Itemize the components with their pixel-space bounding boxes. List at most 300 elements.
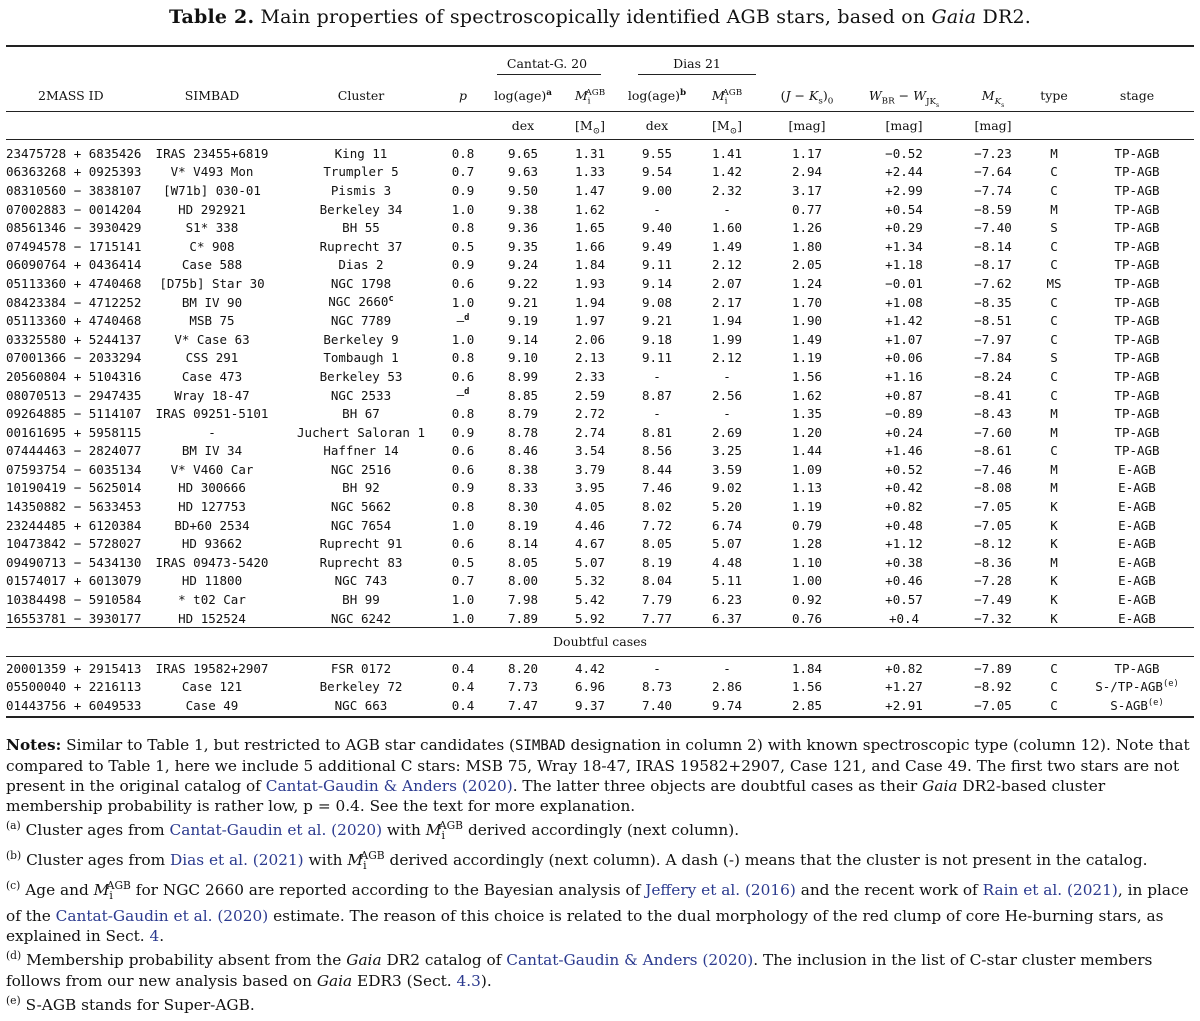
col-w-cell: +0.82 xyxy=(885,660,923,676)
col-dias-age-cell: 7.77 xyxy=(641,610,673,626)
col-w-cell: +1.18 xyxy=(885,257,923,273)
col-w-cell: +1.08 xyxy=(885,294,923,310)
col-dias-mass-cell: - xyxy=(723,406,731,422)
col-dias-mass-cell: 2.07 xyxy=(711,275,743,291)
col-cg-mass-cell: 9.37 xyxy=(574,697,606,713)
col-dias-age-cell: 8.56 xyxy=(641,443,673,459)
col-w-cell: +0.54 xyxy=(885,201,923,217)
col-cg-age-cell: 9.50 xyxy=(507,182,539,198)
note-a-text1: Cluster ages from xyxy=(25,821,165,840)
col-mks-cell: −7.84 xyxy=(974,350,1012,366)
col-p-cell: 0.9 xyxy=(451,257,475,273)
col-mks-cell: −8.43 xyxy=(974,406,1012,422)
col-cg-mass-cell: 1.31 xyxy=(574,145,606,161)
col-mks-cell: −7.32 xyxy=(974,610,1012,626)
col-cg-mass-cell: 1.97 xyxy=(574,313,606,329)
col-mks-cell: −7.60 xyxy=(974,424,1012,440)
col-cg-mass-cell: 2.59 xyxy=(574,387,606,403)
col-jks-cell: 1.56 xyxy=(791,368,823,384)
col-p-cell: 1.0 xyxy=(451,201,475,217)
col-simbad-cell: CSS 291 xyxy=(185,350,239,366)
ref-link-cg2020[interactable]: Cantat-Gaudin et al. (2020) xyxy=(169,821,383,840)
col-cluster-cell: NGC 7654 xyxy=(330,517,392,533)
col-w-cell: +2.99 xyxy=(885,182,923,198)
col-dias-age-unit: dex xyxy=(645,118,669,133)
col-p-cell: 0.6 xyxy=(451,368,475,384)
col-jks-cell: 1.80 xyxy=(791,238,823,254)
col-type-cell: S xyxy=(1050,220,1058,236)
col-type-header: type xyxy=(1040,88,1068,103)
col-cluster-cell: NGC 663 xyxy=(334,697,388,713)
col-w-unit: [mag] xyxy=(885,118,923,133)
col-cluster-cell: NGC 2660$^c$ xyxy=(328,294,394,310)
col-jks-cell: 2.94 xyxy=(791,164,823,180)
col-mks-header: $M_{K_s}$ xyxy=(981,88,1005,109)
col-type-cell: C xyxy=(1050,697,1058,713)
col-dias-age-cell: 9.11 xyxy=(641,257,673,273)
col-mks-cell: −8.12 xyxy=(974,536,1012,552)
agb-row xyxy=(6,590,1194,609)
col-dias-mass-cell: 9.02 xyxy=(711,480,743,496)
col-cg-mass-cell: 1.47 xyxy=(574,182,606,198)
note-d-mark: (d) xyxy=(6,949,22,963)
col-dias-mass-cell: 2.56 xyxy=(711,387,743,403)
col-w-cell: +0.06 xyxy=(885,350,923,366)
col-stage-cell: TP-AGB xyxy=(1114,294,1160,310)
col-stage-cell: E-AGB xyxy=(1118,517,1156,533)
col-cg-age-cell: 9.19 xyxy=(507,313,539,329)
col-2mass-cell: 03325580 + 5244137 xyxy=(6,331,142,347)
col-mks-cell: −7.89 xyxy=(974,660,1012,676)
col-jks-cell: 0.77 xyxy=(791,201,823,217)
col-cg-age-cell: 9.36 xyxy=(507,220,539,236)
col-2mass-cell: 00161695 + 5958115 xyxy=(6,424,142,440)
col-dias-age-cell: 7.79 xyxy=(641,592,673,608)
caption-text: Main properties of spectroscopically identified AGB stars, based on xyxy=(260,6,926,28)
notes-simbad: SIMBAD xyxy=(515,738,566,754)
col-type-cell: C xyxy=(1050,331,1058,347)
col-mks-cell: −8.08 xyxy=(974,480,1012,496)
col-2mass-cell: 09490713 − 5434130 xyxy=(6,554,142,570)
col-cluster-cell: Ruprecht 91 xyxy=(319,536,403,552)
col-simbad-cell: HD 93662 xyxy=(181,536,243,552)
col-dias-mass-cell: 5.20 xyxy=(711,499,743,515)
ref-link-jeffery2016[interactable]: Jeffery et al. (2016) xyxy=(645,881,796,900)
col-simbad-cell: V* V460 Car xyxy=(170,461,254,477)
notes-main xyxy=(6,735,1196,816)
col-cluster-cell: NGC 743 xyxy=(334,573,388,589)
col-stage-cell: S-AGB$^{(e)}$ xyxy=(1110,697,1164,714)
col-simbad-cell: BD+60 2534 xyxy=(174,517,250,533)
col-p-cell: 0.9 xyxy=(451,480,475,496)
col-2mass-cell: 07001366 − 2033294 xyxy=(6,350,142,366)
col-w-cell: +0.42 xyxy=(885,480,923,496)
note-a: $^{(a)}$ Cluster ages from Cantat-Gaudin et al. (2020) with $M_i^{AGB}$ derived accordingly (next column). xyxy=(6,819,740,843)
col-stage-cell: E-AGB xyxy=(1118,610,1156,626)
col-simbad-cell: BM IV 34 xyxy=(181,443,243,459)
col-dias-mass-header: $M_i^{AGB}$ xyxy=(711,88,743,107)
notes-p1d: DR2-based cluster membership probability is rather low, p = 0.4. See the text for more explanation. xyxy=(6,777,1106,815)
col-2mass-cell: 10190419 − 5625014 xyxy=(6,480,142,496)
col-cg-mass-cell: 1.93 xyxy=(574,275,606,291)
col-cluster-cell: Dias 2 xyxy=(338,257,384,273)
notes-head: Notes: xyxy=(6,736,62,754)
col-type-cell: K xyxy=(1050,499,1058,515)
col-jks-cell: 1.56 xyxy=(791,679,823,695)
col-cg-age-cell: 8.00 xyxy=(507,573,539,589)
col-2mass-cell: 05500040 + 2216113 xyxy=(6,679,142,695)
col-stage-cell: TP-AGB xyxy=(1114,313,1160,329)
col-cg-age-cell: 9.35 xyxy=(507,238,539,254)
note-d-text3: . The inclusion in the list of C-star cluster members follows from our new analysis based on xyxy=(6,951,1153,990)
col-cluster-cell: Pismis 3 xyxy=(330,182,392,198)
col-simbad-cell: IRAS 09251-5101 xyxy=(155,406,269,422)
col-dias-age-cell: 8.19 xyxy=(641,554,673,570)
col-2mass-cell: 10473842 − 5728027 xyxy=(6,536,142,552)
col-stage-cell: TP-AGB xyxy=(1114,368,1160,384)
col-cluster-cell: NGC 1798 xyxy=(330,275,392,291)
col-2mass-cell: 06090764 + 0436414 xyxy=(6,257,142,273)
col-w-cell: +0.48 xyxy=(885,517,923,533)
col-type-cell: M xyxy=(1050,461,1058,477)
unit-rule xyxy=(6,139,1194,140)
col-stage-cell: TP-AGB xyxy=(1114,220,1160,236)
col-cg-age-cell: 8.99 xyxy=(507,368,539,384)
col-w-cell: −0.01 xyxy=(885,275,923,291)
col-type-cell: C xyxy=(1050,313,1058,329)
col-cluster-cell: NGC 7789 xyxy=(330,313,392,329)
col-p-cell: 0.8 xyxy=(451,350,475,366)
col-cg-mass-cell: 2.33 xyxy=(574,368,606,384)
col-2mass-cell: 10384498 − 5910584 xyxy=(6,592,142,608)
col-cg-mass-unit: $[M_⊙]$ xyxy=(575,118,605,137)
col-dias-age-cell: 9.11 xyxy=(641,350,673,366)
col-2mass-cell: 20560804 + 5104316 xyxy=(6,368,142,384)
col-stage-cell: TP-AGB xyxy=(1114,424,1160,440)
agb-row xyxy=(6,256,1194,275)
ref-link-cga2020-b[interactable]: Cantat-Gaudin & Anders (2020) xyxy=(506,951,754,970)
agb-row xyxy=(6,311,1194,330)
col-simbad-cell: - xyxy=(208,424,216,440)
ref-link-cg2020-b[interactable]: Cantat-Gaudin et al. (2020) xyxy=(55,907,269,926)
agb-row xyxy=(6,218,1194,237)
doubtful-row xyxy=(6,659,1194,678)
col-cg-age-cell: 9.10 xyxy=(507,350,539,366)
bottom-rule xyxy=(6,716,1194,718)
col-cg-age-cell: 8.19 xyxy=(507,517,539,533)
col-cluster-cell: NGC 2533 xyxy=(330,387,392,403)
col-stage-cell: E-AGB xyxy=(1118,573,1156,589)
note-d-gaia: Gaia xyxy=(346,951,382,970)
col-type-cell: M xyxy=(1050,424,1058,440)
col-dias-mass-cell: 2.32 xyxy=(711,182,743,198)
group-dias: Dias 21 xyxy=(673,56,721,71)
note-b-text1: Cluster ages from xyxy=(26,851,166,870)
col-jks-cell: 0.76 xyxy=(791,610,823,626)
col-2mass-cell: 05113360 + 4740468 xyxy=(6,313,142,329)
col-mks-cell: −7.62 xyxy=(974,275,1012,291)
col-dias-mass-cell: 2.12 xyxy=(711,350,743,366)
col-w-cell: +1.34 xyxy=(885,238,923,254)
col-p-cell: 0.7 xyxy=(451,164,475,180)
col-simbad-cell: IRAS 09473-5420 xyxy=(155,554,269,570)
col-dias-mass-cell: - xyxy=(723,660,731,676)
col-cg-mass-cell: 1.65 xyxy=(574,220,606,236)
col-2mass-cell: 08561346 − 3930429 xyxy=(6,220,142,236)
col-simbad-cell: Wray 18-47 xyxy=(174,387,250,403)
col-cluster-cell: BH 92 xyxy=(342,480,380,496)
ref-link-rain2021[interactable]: Rain et al. (2021) xyxy=(982,881,1118,900)
col-dias-age-cell: - xyxy=(653,406,661,422)
col-dias-mass-cell: 5.07 xyxy=(711,536,743,552)
doubtful-rule xyxy=(6,656,1194,657)
col-simbad-cell: V* V493 Mon xyxy=(170,164,254,180)
col-cluster-header: Cluster xyxy=(337,88,385,103)
col-p-cell: 0.8 xyxy=(451,499,475,515)
col-dias-mass-cell: 3.25 xyxy=(711,443,743,459)
col-cluster-cell: Ruprecht 83 xyxy=(319,554,403,570)
col-stage-cell: TP-AGB xyxy=(1114,257,1160,273)
col-jks-cell: 1.10 xyxy=(791,554,823,570)
col-cluster-cell: NGC 5662 xyxy=(330,499,392,515)
agb-row xyxy=(6,144,1194,163)
col-dias-mass-cell: 2.12 xyxy=(711,257,743,273)
col-cg-mass-cell: 1.66 xyxy=(574,238,606,254)
col-stage-cell: S-/TP-AGB$^{(e)}$ xyxy=(1095,679,1179,695)
caption-dr: DR2. xyxy=(982,6,1031,28)
col-p-cell: 0.7 xyxy=(451,573,475,589)
col-dias-age-cell: 8.81 xyxy=(641,424,673,440)
col-cg-mass-cell: 3.54 xyxy=(574,443,606,459)
col-simbad-cell: C* 908 xyxy=(189,238,235,254)
col-dias-age-cell: 7.72 xyxy=(641,517,673,533)
col-cg-age-cell: 7.98 xyxy=(507,592,539,608)
col-jks-cell: 1.20 xyxy=(791,424,823,440)
col-jks-header: $(J - K_s)_0$ xyxy=(780,88,834,107)
col-mks-cell: −7.46 xyxy=(974,461,1012,477)
agb-row xyxy=(6,386,1194,405)
col-dias-mass-cell: - xyxy=(723,201,731,217)
col-dias-age-cell: 9.21 xyxy=(641,313,673,329)
col-jks-cell: 1.62 xyxy=(791,387,823,403)
notes-gaia: Gaia xyxy=(922,777,958,795)
col-w-cell: +0.4 xyxy=(888,610,920,626)
col-2mass-cell: 23475728 + 6835426 xyxy=(6,145,142,161)
col-jks-cell: 1.09 xyxy=(791,461,823,477)
col-dias-age-cell: 9.54 xyxy=(641,164,673,180)
col-simbad-cell: Case 588 xyxy=(181,257,243,273)
col-simbad-cell: * t02 Car xyxy=(178,592,246,608)
notes-p1a: Similar to Table 1, but restricted to AGB star candidates ( xyxy=(66,736,516,754)
col-type-cell: C xyxy=(1050,257,1058,273)
col-jks-cell: 1.24 xyxy=(791,275,823,291)
col-type-cell: M xyxy=(1050,480,1058,496)
col-simbad-cell: HD 300666 xyxy=(178,480,246,496)
col-jks-cell: 0.79 xyxy=(791,517,823,533)
note-b-text3: derived accordingly (next column). A dash (-) means that the cluster is not present in the catalog. xyxy=(389,851,1148,870)
col-dias-mass-cell: 9.74 xyxy=(711,697,743,713)
col-type-cell: K xyxy=(1050,573,1058,589)
col-2mass-cell: 07593754 − 6035134 xyxy=(6,461,142,477)
ref-link-cga2020[interactable]: Cantat-Gaudin & Anders (2020) xyxy=(265,777,513,795)
notes-p1b: designation in column 2) with known spectroscopic type (column 12). Note that compared to Table 1, here we include 5 additional C stars: MSB 75, Wray 18-47, IRAS 19582+2907, Case 121, and Case 49. The first two stars are not present in the original catalog of xyxy=(6,736,1190,795)
col-cluster-cell: BH 67 xyxy=(342,406,380,422)
col-cluster-cell: Berkeley 34 xyxy=(319,201,403,217)
col-cluster-cell: BH 99 xyxy=(342,592,380,608)
col-jks-cell: 2.85 xyxy=(791,697,823,713)
agb-row xyxy=(6,181,1194,200)
col-dias-mass-cell: 3.59 xyxy=(711,461,743,477)
col-stage-cell: TP-AGB xyxy=(1114,275,1160,291)
col-w-cell: +0.29 xyxy=(885,220,923,236)
note-d-text1: Membership probability absent from the xyxy=(26,951,342,970)
col-cluster-cell: Juchert Saloran 1 xyxy=(297,424,425,440)
agb-row xyxy=(6,572,1194,591)
col-dias-age-cell: 8.02 xyxy=(641,499,673,515)
col-cg-age-cell: 9.24 xyxy=(507,257,539,273)
col-w-cell: +0.87 xyxy=(885,387,923,403)
note-d-text2: DR2 catalog of xyxy=(386,951,502,970)
col-p-cell: 0.9 xyxy=(451,182,475,198)
col-dias-mass-cell: 1.99 xyxy=(711,331,743,347)
col-cluster-cell: King 11 xyxy=(334,145,388,161)
col-cg-age-cell: 8.79 xyxy=(507,406,539,422)
col-p-cell: 0.5 xyxy=(451,238,475,254)
col-p-cell: 0.6 xyxy=(451,443,475,459)
col-2mass-cell: 09264885 − 5114107 xyxy=(6,406,142,422)
col-type-cell: K xyxy=(1050,536,1058,552)
agb-row xyxy=(6,497,1194,516)
col-dias-mass-cell: 1.94 xyxy=(711,313,743,329)
col-type-cell: M xyxy=(1050,406,1058,422)
col-p-cell: 0.6 xyxy=(451,536,475,552)
col-dias-age-cell: 8.05 xyxy=(641,536,673,552)
col-jks-cell: 1.44 xyxy=(791,443,823,459)
col-cg-age-cell: 7.89 xyxy=(507,610,539,626)
col-mks-cell: −8.51 xyxy=(974,313,1012,329)
col-dias-age-cell: - xyxy=(653,368,661,384)
col-w-header: $W_{BR} - W_{JK_s}$ xyxy=(868,88,940,109)
col-type-cell: C xyxy=(1050,660,1058,676)
col-type-cell: M xyxy=(1050,145,1058,161)
col-cg-age-cell: 9.65 xyxy=(507,145,539,161)
col-jks-cell: 0.92 xyxy=(791,592,823,608)
col-type-cell: C xyxy=(1050,368,1058,384)
col-w-cell: +1.12 xyxy=(885,536,923,552)
note-c-text4: , in place of the xyxy=(6,881,1189,926)
col-p-cell: 1.0 xyxy=(451,294,475,310)
col-w-cell: +0.57 xyxy=(885,592,923,608)
col-cluster-cell: Tombaugh 1 xyxy=(323,350,399,366)
col-dias-age-cell: 8.44 xyxy=(641,461,673,477)
ref-link-sect43[interactable]: 4.3 xyxy=(456,971,481,990)
col-p-cell: 0.6 xyxy=(451,461,475,477)
col-mks-cell: −8.92 xyxy=(974,679,1012,695)
col-cg-age-cell: 8.85 xyxy=(507,387,539,403)
col-mks-cell: −8.35 xyxy=(974,294,1012,310)
note-b-mark: (b) xyxy=(6,849,22,863)
col-2mass-cell: 07002883 − 0014204 xyxy=(6,201,142,217)
note-a-text3: derived accordingly (next column). xyxy=(467,821,740,840)
col-cg-mass-cell: 2.74 xyxy=(574,424,606,440)
ref-link-dias2021[interactable]: Dias et al. (2021) xyxy=(170,851,304,870)
doubtful-table xyxy=(6,659,1194,715)
col-2mass-cell: 07444463 − 2824077 xyxy=(6,443,142,459)
col-stage-cell: E-AGB xyxy=(1118,461,1156,477)
col-mks-cell: −8.36 xyxy=(974,554,1012,570)
col-stage-cell: E-AGB xyxy=(1118,499,1156,515)
col-2mass-cell: 16553781 − 3930177 xyxy=(6,610,142,626)
col-p-cell: 1.0 xyxy=(451,592,475,608)
col-cluster-cell: NGC 2516 xyxy=(330,461,392,477)
col-jks-cell: 1.19 xyxy=(791,350,823,366)
col-p-cell: 0.6 xyxy=(451,275,475,291)
table-caption xyxy=(0,6,1200,28)
col-jks-cell: 1.17 xyxy=(791,145,823,161)
col-mks-cell: −7.64 xyxy=(974,164,1012,180)
col-cg-age-cell: 9.38 xyxy=(507,201,539,217)
col-simbad-cell: Case 473 xyxy=(181,368,243,384)
note-d-text4: EDR3 (Sect. xyxy=(357,971,452,990)
col-cg-age-cell: 8.33 xyxy=(507,480,539,496)
col-simbad-cell: V* Case 63 xyxy=(174,331,250,347)
agb-row xyxy=(6,609,1194,628)
agb-row xyxy=(6,479,1194,498)
col-mks-cell: −8.17 xyxy=(974,257,1012,273)
col-p-cell: 0.8 xyxy=(451,145,475,161)
agb-row xyxy=(6,349,1194,368)
col-w-cell: +0.46 xyxy=(885,573,923,589)
col-cg-mass-cell: 1.62 xyxy=(574,201,606,217)
col-cg-age-cell: 7.47 xyxy=(507,697,539,713)
col-mks-cell: −7.05 xyxy=(974,517,1012,533)
col-dias-age-header: log(age)$^b$ xyxy=(627,88,687,104)
note-c-mark: (c) xyxy=(6,879,21,893)
ref-link-sect4[interactable]: 4 xyxy=(149,927,160,946)
col-cg-mass-cell: 1.94 xyxy=(574,294,606,310)
col-stage-cell: E-AGB xyxy=(1118,536,1156,552)
col-type-cell: K xyxy=(1050,610,1058,626)
col-cg-age-header: log(age)$^a$ xyxy=(494,88,552,104)
col-mks-cell: −7.05 xyxy=(974,499,1012,515)
group-dias-line xyxy=(638,74,756,75)
note-d-gaia2: Gaia xyxy=(316,971,353,990)
col-simbad-cell: [D75b] Star 30 xyxy=(159,275,265,291)
col-stage-cell: TP-AGB xyxy=(1114,350,1160,366)
col-dias-mass-unit: $[M_⊙]$ xyxy=(712,118,742,137)
col-type-cell: C xyxy=(1050,387,1058,403)
col-cluster-cell: Ruprecht 37 xyxy=(319,238,403,254)
agb-row xyxy=(6,423,1194,442)
col-mks-cell: −7.28 xyxy=(974,573,1012,589)
col-type-cell: M xyxy=(1050,201,1058,217)
col-jks-cell: 1.84 xyxy=(791,660,823,676)
col-dias-mass-cell: 2.86 xyxy=(711,679,743,695)
col-jks-cell: 1.13 xyxy=(791,480,823,496)
col-cg-age-cell: 7.73 xyxy=(507,679,539,695)
col-dias-mass-cell: 2.69 xyxy=(711,424,743,440)
col-jks-cell: 1.19 xyxy=(791,499,823,515)
col-type-cell: C xyxy=(1050,164,1058,180)
col-simbad-cell: HD 127753 xyxy=(178,499,246,515)
col-2mass-cell: 14350882 − 5633453 xyxy=(6,499,142,515)
col-cg-mass-cell: 2.06 xyxy=(574,331,606,347)
col-w-cell: +2.91 xyxy=(885,697,923,713)
col-cluster-cell: Haffner 14 xyxy=(323,443,399,459)
col-dias-age-cell: 7.46 xyxy=(641,480,673,496)
col-2mass-cell: 01443756 + 6049533 xyxy=(6,697,142,713)
mid-rule xyxy=(6,627,1194,628)
